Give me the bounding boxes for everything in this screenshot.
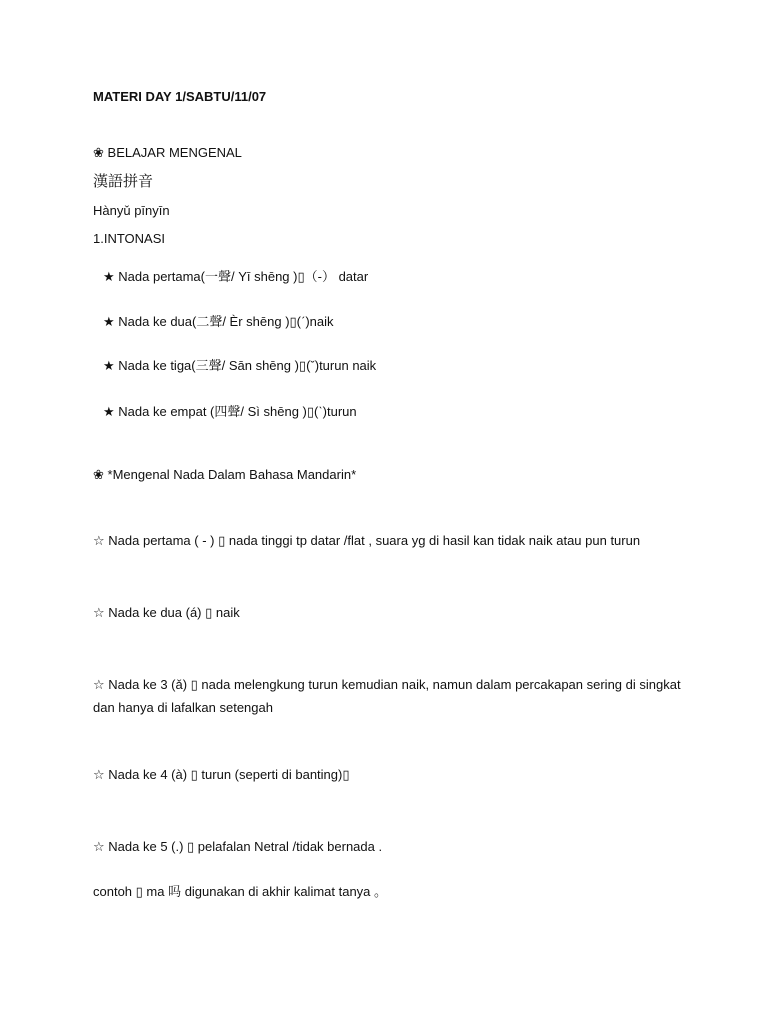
flower-icon: ❀ [93, 145, 104, 160]
chinese-title: 漢語拼音 [93, 173, 154, 190]
star-outline-icon: ☆ [93, 533, 105, 548]
example-line: contoh ▯ ma 吗 digunakan di akhir kalimat tanya 。 [93, 884, 388, 899]
star-icon: ★ [103, 314, 115, 329]
flower-icon: ❀ [93, 467, 104, 482]
star-outline-icon: ☆ [93, 767, 105, 782]
tone-item-2 [103, 313, 334, 330]
intonasi-subheading: 1.INTONASI [93, 231, 166, 246]
section2-heading-line [93, 466, 356, 483]
star-icon: ★ [103, 269, 115, 284]
star-outline-icon: ☆ [93, 677, 105, 692]
nada-item-5 [93, 838, 382, 855]
nada-item-1 [93, 532, 640, 549]
nada-item-4 [93, 766, 350, 783]
tone-text: Nada ke dua(二聲/ Èr shēng )▯(ˊ)naik [118, 314, 334, 329]
tone-text: Nada ke empat (四聲/ Sì shēng )▯(ˋ)turun [118, 404, 357, 419]
star-icon: ★ [103, 404, 115, 419]
star-outline-icon: ☆ [93, 839, 105, 854]
tone-text: Nada pertama(一聲/ Yī shēng )▯（-） datar [118, 269, 369, 284]
nada-item-2 [93, 604, 240, 621]
nada-text: Nada ke 4 (à) ▯ turun (seperti di banting)▯ [108, 767, 350, 782]
section1-heading-line [93, 144, 242, 161]
nada-text: Nada ke dua (á) ▯ naik [108, 605, 240, 620]
star-icon: ★ [103, 358, 115, 373]
section2-heading: *Mengenal Nada Dalam Bahasa Mandarin* [107, 467, 357, 482]
nada-text: Nada pertama ( - ) ▯ nada tinggi tp datar /flat , suara yg di hasil kan tidak naik atau pun turun [108, 533, 641, 548]
nada-item-3 [93, 673, 693, 719]
star-outline-icon: ☆ [93, 605, 105, 620]
romanized-title: Hànyǔ pīnyīn [93, 203, 170, 218]
tone-item-3 [103, 357, 376, 374]
document-title: MATERI DAY 1/SABTU/11/07 [93, 89, 267, 104]
nada-text: Nada ke 3 (ǎ) ▯ nada melengkung turun kemudian naik, namun dalam percakapan sering di singkat dan hanya di lafalkan setengah [93, 677, 681, 715]
tone-item-4 [103, 403, 357, 420]
tone-text: Nada ke tiga(三聲/ Sān shēng )▯(ˇ)turun naik [118, 358, 377, 373]
nada-text: Nada ke 5 (.) ▯ pelafalan Netral /tidak bernada . [108, 839, 383, 854]
section1-heading: BELAJAR MENGENAL [107, 145, 242, 160]
tone-item-1 [103, 268, 368, 285]
